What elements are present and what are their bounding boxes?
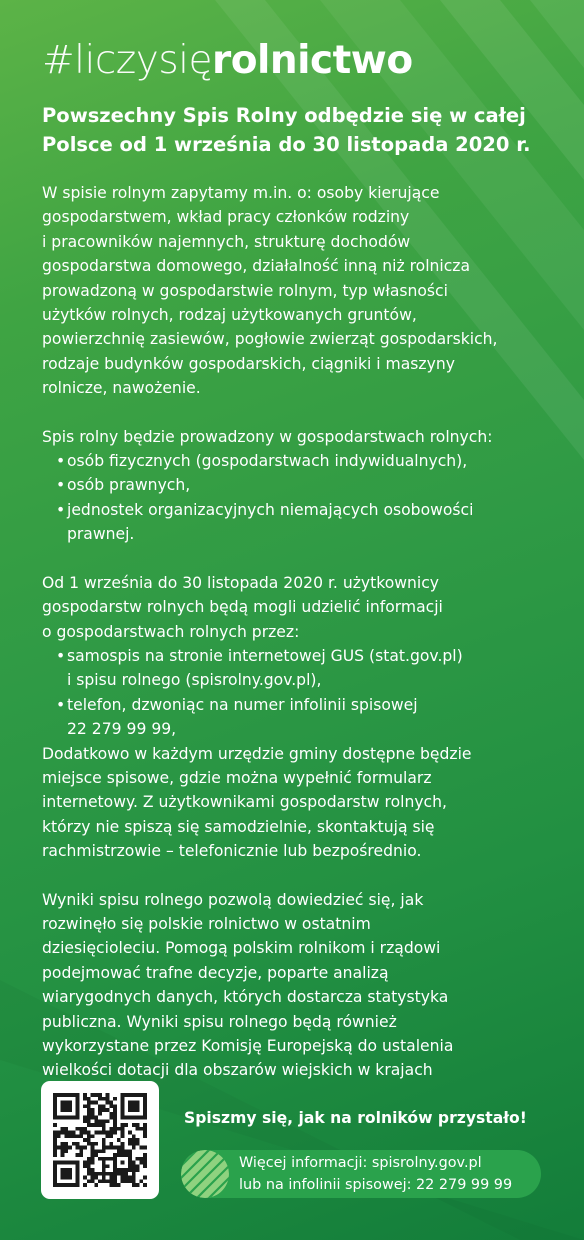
- paragraph-gap: [42, 401, 562, 425]
- entities-list: [42, 449, 562, 547]
- scope-paragraph: [42, 181, 562, 401]
- paragraph-gap: [42, 547, 562, 571]
- text-line: osób prawnych,: [67, 476, 191, 495]
- text-line: użytków rolnych, rodzaj użytkowanych gruntów,: [42, 306, 417, 325]
- results-paragraph: [42, 888, 562, 1108]
- text-line: podejmować trafne decyzje, poparte analizą: [42, 963, 389, 982]
- text-line: jednostek organizacyjnych niemających osobowości: [67, 500, 474, 519]
- methods-paragraph: [42, 571, 562, 864]
- text-line: gospodarstwa domowego, działalność inną niż rolnicza: [42, 257, 471, 276]
- text-line: wiarygodnych danych, których dostarcza statystyka: [42, 988, 449, 1007]
- text-line: publiczna. Wyniki spisu rolnego będą również: [42, 1012, 397, 1031]
- text-line: Od 1 września do 30 listopada 2020 r. użytkownicy: [42, 573, 440, 592]
- text-line: o gospodarstwach rolnych przez:: [42, 622, 300, 641]
- text-line: dziesięcioleciu. Pomogą polskim rolnikom i rządowi: [42, 939, 441, 958]
- qr-code[interactable]: [41, 1081, 159, 1199]
- methods-list: [42, 644, 562, 742]
- hashtag-emphasis: rolnictwo: [212, 38, 413, 83]
- list-item: [42, 644, 562, 693]
- text-line: wykorzystane przez Komisję Europejską do ustalenia: [42, 1037, 454, 1055]
- qr-code-icon: [53, 1093, 147, 1187]
- hashtag-prefix: #liczysię: [42, 38, 212, 83]
- text-line: Dodatkowo w każdym urzędzie gminy dostępne będzie: [42, 744, 472, 763]
- info-pill[interactable]: [181, 1150, 541, 1198]
- bullet: •: [56, 646, 66, 665]
- list-item: [42, 498, 562, 547]
- body-text: [42, 181, 562, 1107]
- bullet: •: [56, 695, 66, 714]
- info-text: [239, 1152, 512, 1196]
- headline: Powszechny Spis Rolny odbędzie się w całej Polsce od 1 września do 30 listopada 2020 r.: [42, 104, 531, 156]
- list-item: [42, 449, 562, 473]
- list-item: [42, 693, 562, 742]
- text-line: powierzchnię zasiewów, pogłowie zwierząt gospodarskich,: [42, 330, 498, 349]
- info-line-hotline[interactable]: lub na infolinii spisowej: 22 279 99 99: [239, 1177, 513, 1193]
- text-line: miejsce spisowe, gdzie można wypełnić formularz: [42, 768, 432, 787]
- text-line: i pracowników najemnych, strukturę dochodów: [42, 232, 411, 251]
- list-item: [42, 473, 562, 497]
- text-line: gospodarstwem, wkład pracy członków rodziny: [42, 208, 410, 227]
- text-line: którzy nie spiszą się samodzielnie, skontaktują się: [42, 817, 435, 836]
- paragraph-gap: [42, 864, 562, 888]
- text-line: rozwinęło się polskie rolnictwo w ostatnim: [42, 914, 371, 933]
- diagonal-stripes-icon: [181, 1150, 229, 1198]
- text-line: internetowy. Z użytkownikami gospodarstw rolnych,: [42, 793, 447, 812]
- bullet: •: [56, 476, 66, 495]
- text-line: Spis rolny będzie prowadzony w gospodarstwach rolnych:: [42, 427, 493, 446]
- text-line: rolnicze, nawożenie.: [42, 379, 201, 398]
- hashtag-title: [42, 36, 413, 86]
- text-line: prawnej.: [67, 525, 135, 544]
- text-line: rachmistrzowie – telefonicznie lub bezpośrednio.: [42, 842, 422, 861]
- text-line: gospodarstw rolnych będą mogli udzielić informacji: [42, 598, 443, 617]
- text-line: wielkości dotacji dla obszarów wiejskich w krajach: [42, 1061, 433, 1080]
- text-line: Wyniki spisu rolnego pozwolą dowiedzieć się, jak: [42, 890, 424, 909]
- text-line: telefon, dzwoniąc na numer infolinii spisowej: [67, 695, 418, 714]
- bullet: •: [56, 452, 66, 471]
- bullet: •: [56, 500, 66, 519]
- slogan: Spiszmy się, jak na rolników przystało!: [184, 1109, 527, 1127]
- text-line: i spisu rolnego (spisrolny.gov.pl),: [67, 671, 322, 690]
- text-line: samospis na stronie internetowej GUS (stat.gov.pl): [67, 646, 463, 665]
- entities-paragraph: [42, 425, 562, 547]
- text-line: 22 279 99 99,: [67, 720, 177, 739]
- text-line: rodzaje budynków gospodarskich, ciągniki i maszyny: [42, 354, 455, 373]
- text-line: W spisie rolnym zapytamy m.in. o: osoby kierujące: [42, 184, 440, 202]
- text-line: prowadzoną w gospodarstwie rolnym, typ własności: [42, 281, 448, 300]
- info-line-website[interactable]: Więcej informacji: spisrolny.gov.pl: [239, 1155, 482, 1171]
- text-line: osób fizycznych (gospodarstwach indywidualnych),: [67, 452, 468, 471]
